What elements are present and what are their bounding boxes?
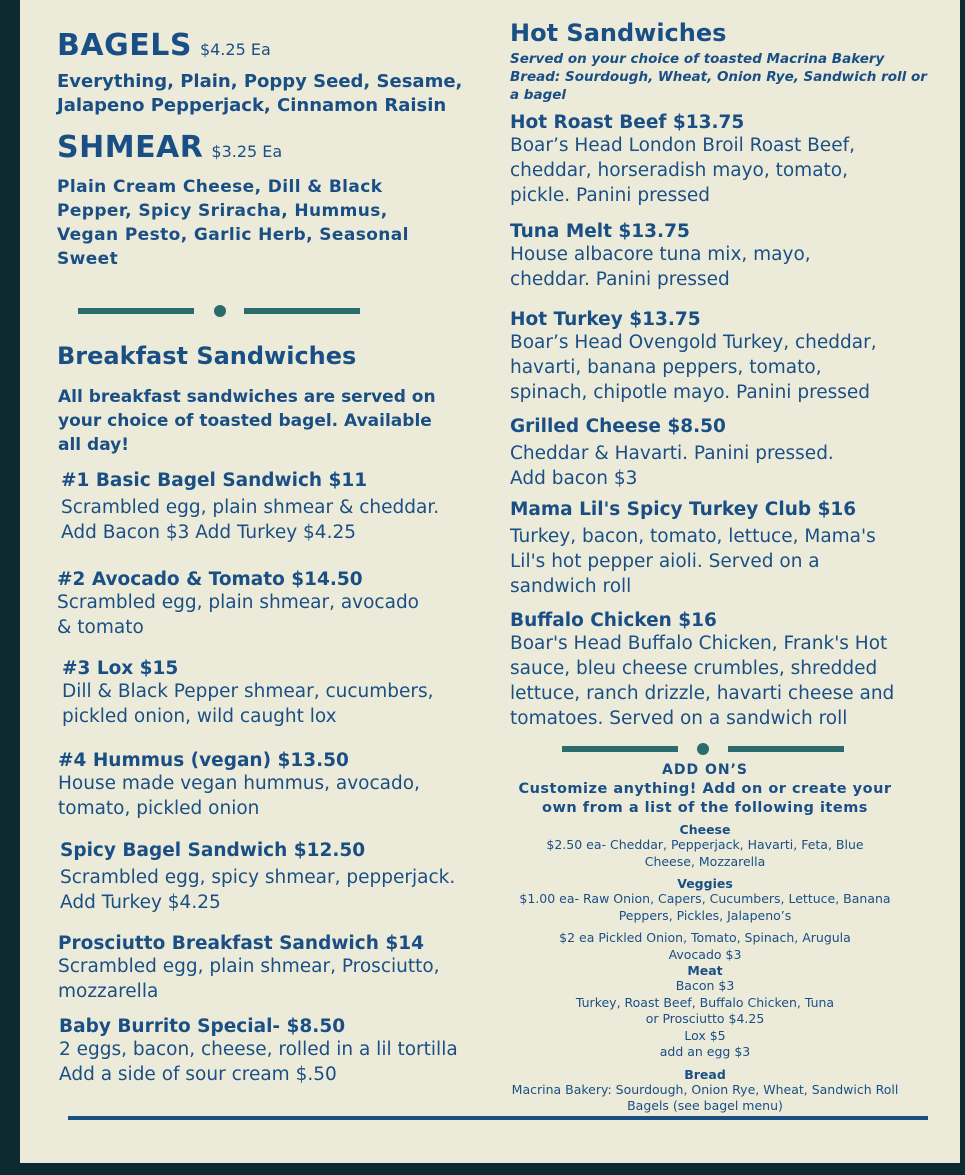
menu-item bbox=[510, 416, 834, 491]
shmear-line: Plain Cream Cheese, Dill & Black bbox=[57, 177, 383, 197]
menu-item bbox=[510, 112, 855, 208]
bagels-title: BAGELS bbox=[57, 28, 192, 63]
bagel-flavors-line: Jalapeno Pepperjack, Cinnamon Raisin bbox=[57, 95, 447, 116]
menu-item bbox=[60, 840, 455, 915]
shmear-list bbox=[57, 175, 409, 271]
menu-item bbox=[57, 569, 419, 640]
breakfast-note-line: your choice of toasted bagel. Available bbox=[58, 411, 432, 431]
item-description: House made vegan hummus, avocado, tomato, pickled onion bbox=[58, 773, 420, 819]
hot-note-line: a bagel bbox=[510, 87, 567, 103]
bagel-flavors bbox=[57, 70, 462, 118]
item-title: Mama Lil's Spicy Turkey Club $16 bbox=[510, 499, 857, 520]
item-title: Hot Turkey $13.75 bbox=[510, 309, 701, 330]
item-title: Tuna Melt $13.75 bbox=[510, 221, 690, 242]
breakfast-title: Breakfast Sandwiches bbox=[57, 342, 357, 370]
menu-item bbox=[510, 221, 811, 292]
bagels-price: $4.25 Ea bbox=[199, 40, 271, 59]
menu-item bbox=[61, 470, 439, 545]
addons-meat-title: Meat bbox=[687, 963, 723, 978]
hot-note-line: Bread: Sourdough, Wheat, Onion Rye, Sandwich roll or bbox=[510, 69, 927, 85]
divider-right-bar bbox=[244, 308, 360, 314]
hot-title: Hot Sandwiches bbox=[510, 19, 727, 47]
item-description: Scrambled egg, plain shmear & cheddar. Add Bacon $3 Add Turkey $4.25 bbox=[61, 497, 440, 543]
item-title: Prosciutto Breakfast Sandwich $14 bbox=[58, 933, 424, 954]
menu-item bbox=[58, 933, 440, 1004]
addons-cheese-title: Cheese bbox=[679, 822, 731, 837]
shmear-line: Sweet bbox=[57, 249, 119, 269]
divider-left-bar bbox=[78, 308, 194, 314]
divider-dot bbox=[697, 743, 709, 755]
breakfast-note-line: all day! bbox=[58, 435, 129, 455]
item-description: Scrambled egg, plain shmear, avocado & tomato bbox=[57, 592, 420, 638]
addons-meat-text: Bacon $3 Turkey, Roast Beef, Buffalo Chicken, Tuna or Prosciutto $4.25 Lox $5 add an egg $3 bbox=[575, 978, 835, 1059]
addons-veggies-title: Veggies bbox=[677, 876, 733, 891]
addons-title: ADD ON’S bbox=[662, 762, 748, 778]
addons-subtitle: Customize anything! Add on or create your own from a list of the following items bbox=[518, 781, 892, 816]
breakfast-note bbox=[58, 385, 436, 457]
addons-section bbox=[500, 762, 910, 1115]
item-title: #3 Lox $15 bbox=[62, 658, 179, 679]
hot-note-line: Served on your choice of toasted Macrina Bakery bbox=[510, 51, 885, 67]
item-description: Boar's Head Buffalo Chicken, Frank's Hot sauce, bleu cheese crumbles, shredded lettuce, ranch drizzle, havarti cheese and tomatoes. Served on a sandwich roll bbox=[510, 633, 895, 729]
addons-veggies-text: $1.00 ea- Raw Onion, Capers, Cucumbers, Lettuce, Banana Peppers, Pickles, Jalapeno’s $2 ea Pickled Onion, Tomato, Spinach, Arugula Avocado $3 bbox=[519, 891, 891, 962]
divider-right-bar bbox=[728, 746, 844, 752]
item-description: House albacore tuna mix, mayo, cheddar. Panini pressed bbox=[510, 244, 811, 290]
item-title: Buffalo Chicken $16 bbox=[510, 610, 717, 631]
menu-item bbox=[510, 499, 876, 599]
addons-bread-text: Macrina Bakery: Sourdough, Onion Rye, Wheat, Sandwich Roll Bagels (see bagel menu) bbox=[511, 1081, 899, 1113]
item-description: Scrambled egg, plain shmear, Prosciutto, mozzarella bbox=[58, 956, 440, 1002]
menu-item bbox=[510, 610, 894, 731]
item-description: Boar’s Head Ovengold Turkey, cheddar, havarti, banana peppers, tomato, spinach, chipotle mayo. Panini pressed bbox=[510, 332, 877, 403]
item-title: #1 Basic Bagel Sandwich $11 bbox=[61, 470, 368, 491]
divider-dot bbox=[214, 305, 226, 317]
divider-left-bar bbox=[562, 746, 678, 752]
addons-cheese-text: $2.50 ea- Cheddar, Pepperjack, Havarti, Feta, Blue Cheese, Mozzarella bbox=[546, 837, 864, 869]
item-description: Cheddar & Havarti. Panini pressed. Add bacon $3 bbox=[510, 443, 834, 489]
item-title: Grilled Cheese $8.50 bbox=[510, 416, 726, 437]
item-title: Spicy Bagel Sandwich $12.50 bbox=[60, 840, 366, 861]
shmear-heading bbox=[57, 130, 282, 165]
shmear-price: $3.25 Ea bbox=[211, 142, 283, 161]
addons-bread-title: Bread bbox=[684, 1066, 726, 1082]
item-description: Boar’s Head London Broil Roast Beef, cheddar, horseradish mayo, tomato, pickle. Panini pressed bbox=[510, 135, 855, 206]
menu-item bbox=[62, 658, 434, 729]
hot-note bbox=[510, 50, 927, 104]
menu-item bbox=[58, 750, 420, 821]
shmear-title: SHMEAR bbox=[57, 130, 204, 165]
bottom-rule bbox=[68, 1116, 928, 1120]
bagels-heading bbox=[57, 28, 271, 63]
item-description: Turkey, bacon, tomato, lettuce, Mama's Lil's hot pepper aioli. Served on a sandwich roll bbox=[510, 526, 876, 597]
menu-item bbox=[510, 309, 877, 405]
item-description: Dill & Black Pepper shmear, cucumbers, pickled onion, wild caught lox bbox=[62, 681, 434, 727]
shmear-line: Pepper, Spicy Sriracha, Hummus, bbox=[57, 201, 388, 221]
item-title: Baby Burrito Special- $8.50 bbox=[59, 1016, 346, 1037]
breakfast-note-line: All breakfast sandwiches are served on bbox=[58, 387, 436, 407]
item-title: #4 Hummus (vegan) $13.50 bbox=[58, 750, 349, 771]
bagel-flavors-line: Everything, Plain, Poppy Seed, Sesame, bbox=[57, 71, 463, 92]
item-description: 2 eggs, bacon, cheese, rolled in a lil tortilla Add a side of sour cream $.50 bbox=[59, 1039, 458, 1085]
menu-item bbox=[59, 1016, 458, 1087]
item-title: #2 Avocado & Tomato $14.50 bbox=[57, 569, 363, 590]
item-description: Scrambled egg, spicy shmear, pepperjack. Add Turkey $4.25 bbox=[60, 867, 456, 913]
shmear-line: Vegan Pesto, Garlic Herb, Seasonal bbox=[57, 225, 409, 245]
item-title: Hot Roast Beef $13.75 bbox=[510, 112, 745, 133]
